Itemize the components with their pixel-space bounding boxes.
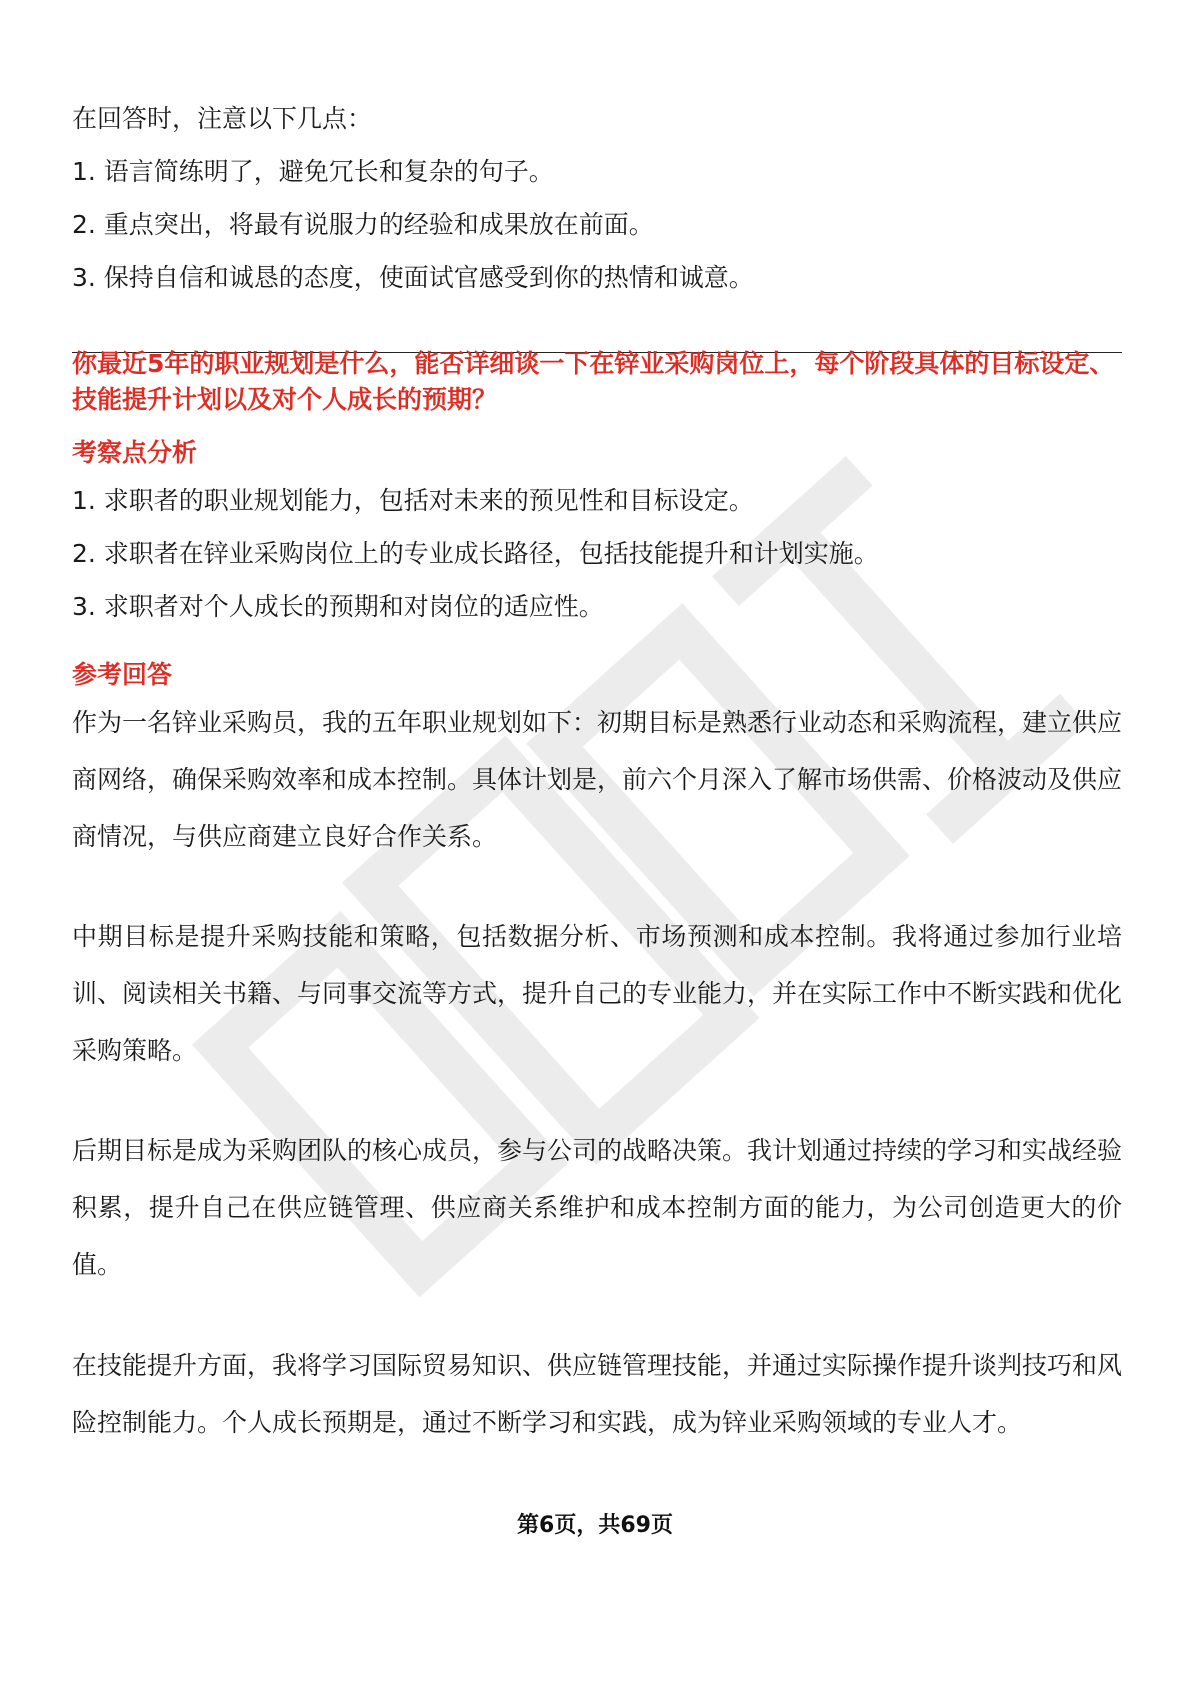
- answer-paragraph-1: 作为一名锌业采购员，我的五年职业规划如下：初期目标是熟悉行业动态和采购流程，建立供应商网络，确保采购效率和成本控制。具体计划是，前六个月深入了解市场供需、价格波动及供应商情况，与供应商建立良好合作关系。: [72, 708, 1123, 851]
- page-number: 第6页，共69页: [517, 1513, 673, 1538]
- analysis-item-2: 2. 求职者在锌业采购岗位上的专业成长路径，包括技能提升和计划实施。: [72, 539, 879, 568]
- analysis-heading: 考察点分析: [72, 438, 198, 467]
- document-page: [72, 0, 1122, 1684]
- interview-question: 你最近5年的职业规划是什么，能否详细谈一下在锌业采购岗位上，每个阶段具体的目标设定、技能提升计划以及对个人成长的预期？: [72, 349, 1115, 414]
- analysis-item-1: 1. 求职者的职业规划能力，包括对未来的预见性和目标设定。: [72, 486, 754, 515]
- tip-item-2: 2. 重点突出，将最有说服力的经验和成果放在前面。: [72, 210, 654, 239]
- analysis-item-3: 3. 求职者对个人成长的预期和对岗位的适应性。: [72, 592, 604, 621]
- answer-paragraph-2: 中期目标是提升采购技能和策略，包括数据分析、市场预测和成本控制。我将通过参加行业培训、阅读相关书籍、与同事交流等方式，提升自己的专业能力，并在实际工作中不断实践和优化采购策略。: [72, 922, 1123, 1065]
- answer-heading: 参考回答: [72, 660, 173, 689]
- answer-paragraph-4: 在技能提升方面，我将学习国际贸易知识、供应链管理技能，并通过实际操作提升谈判技巧和风险控制能力。个人成长预期是，通过不断学习和实践，成为锌业采购领域的专业人才。: [72, 1351, 1123, 1437]
- tip-item-1: 1. 语言简练明了，避免冗长和复杂的句子。: [72, 157, 554, 186]
- tip-item-3: 3. 保持自信和诚恳的态度，使面试官感受到你的热情和诚意。: [72, 263, 754, 292]
- answer-paragraph-3: 后期目标是成为采购团队的核心成员，参与公司的战略决策。我计划通过持续的学习和实战经验积累，提升自己在供应链管理、供应商关系维护和成本控制方面的能力，为公司创造更大的价值。: [72, 1136, 1123, 1279]
- tips-intro: 在回答时，注意以下几点：: [72, 104, 373, 133]
